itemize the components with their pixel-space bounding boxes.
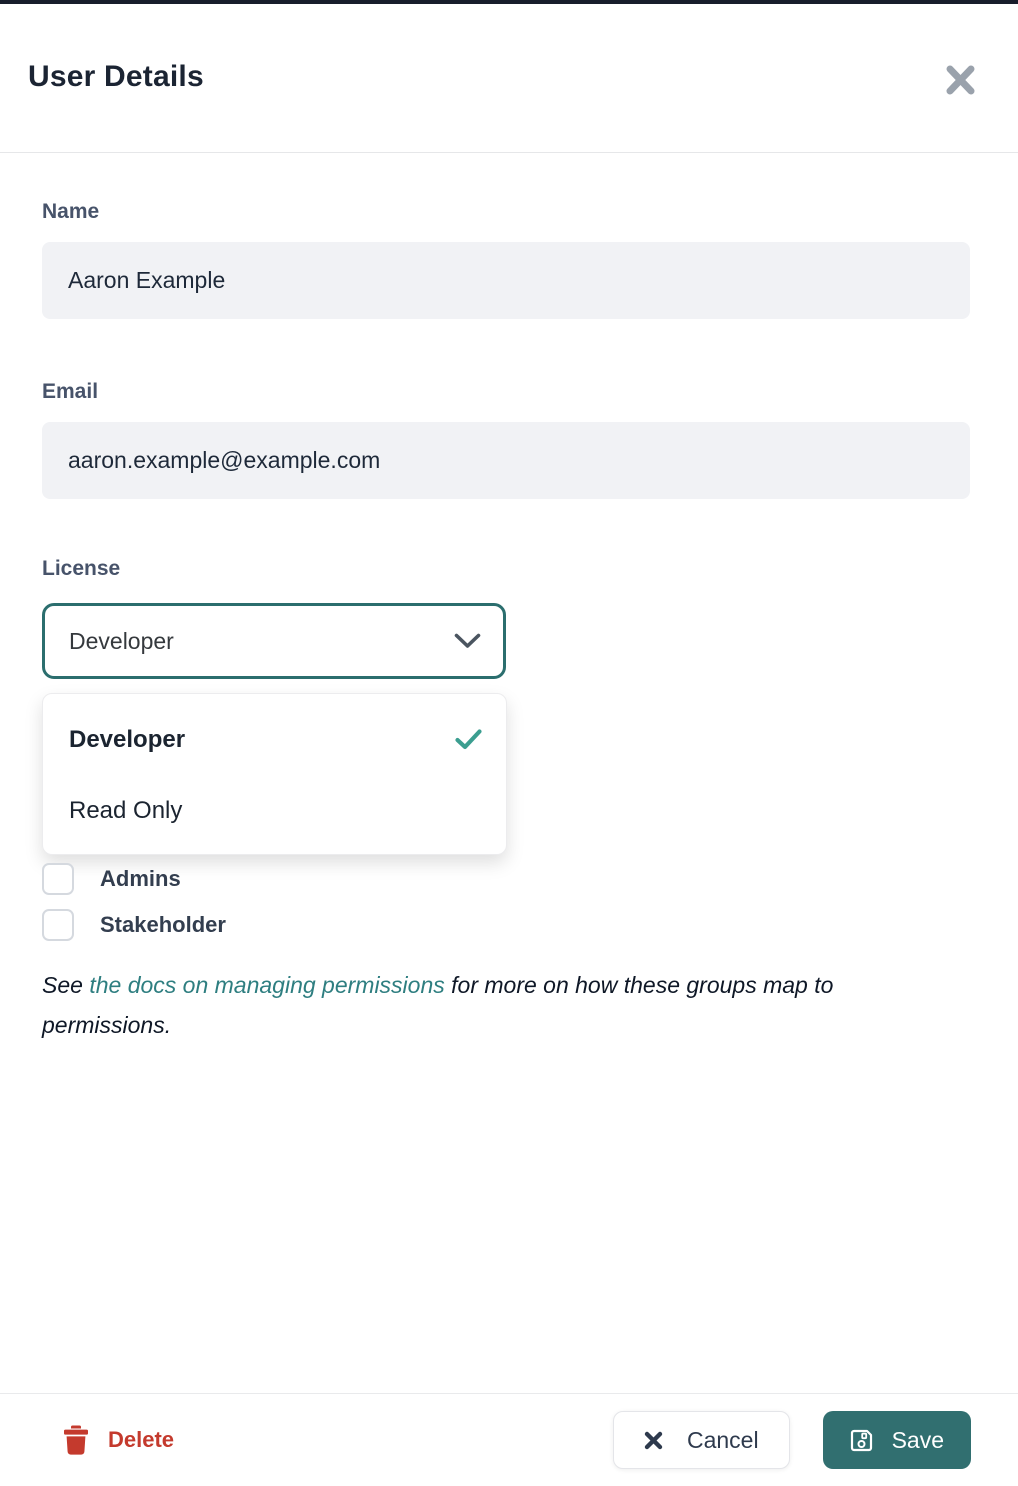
option-label: Developer (69, 725, 186, 753)
license-selected-value: Developer (69, 627, 174, 654)
admins-checkbox[interactable] (42, 863, 74, 895)
chevron-down-icon (454, 633, 481, 649)
cancel-button[interactable] (613, 1411, 790, 1469)
x-icon (644, 1431, 663, 1450)
modal-header (0, 4, 1018, 153)
option-label: Read Only (69, 796, 183, 824)
dropdown-option-developer[interactable] (43, 704, 506, 775)
email-label: Email (42, 380, 99, 403)
close-button[interactable] (942, 62, 978, 98)
license-dropdown-menu (42, 693, 507, 855)
permissions-docs-link[interactable]: the docs on managing permissions (89, 972, 445, 998)
admins-checkbox-label: Admins (100, 866, 181, 891)
name-field[interactable] (42, 242, 970, 319)
group-row-stakeholder[interactable] (42, 909, 970, 941)
help-text-prefix: See (42, 972, 90, 998)
stakeholder-checkbox-label: Stakeholder (100, 912, 226, 937)
license-select[interactable] (42, 603, 506, 679)
save-button[interactable] (823, 1411, 971, 1469)
delete-button-label: Delete (108, 1427, 175, 1452)
permissions-help-text (42, 965, 950, 1045)
modal-footer (0, 1393, 1018, 1486)
dropdown-option-read-only[interactable] (43, 775, 506, 846)
cancel-button-label: Cancel (686, 1426, 759, 1453)
save-button-label: Save (891, 1426, 944, 1453)
save-icon (850, 1429, 873, 1452)
group-row-admins[interactable] (42, 863, 970, 895)
modal-body (0, 200, 1018, 1045)
name-label: Name (42, 200, 100, 223)
delete-button[interactable] (64, 1425, 174, 1455)
license-label: License (42, 557, 121, 580)
check-icon (455, 729, 482, 750)
email-field[interactable] (42, 422, 970, 499)
stakeholder-checkbox[interactable] (42, 909, 74, 941)
page-title: User Details (28, 60, 204, 93)
trash-icon (64, 1425, 88, 1455)
help-text-suffix: for more on how these groups map to permissions. (42, 972, 840, 1038)
close-icon (944, 64, 977, 96)
